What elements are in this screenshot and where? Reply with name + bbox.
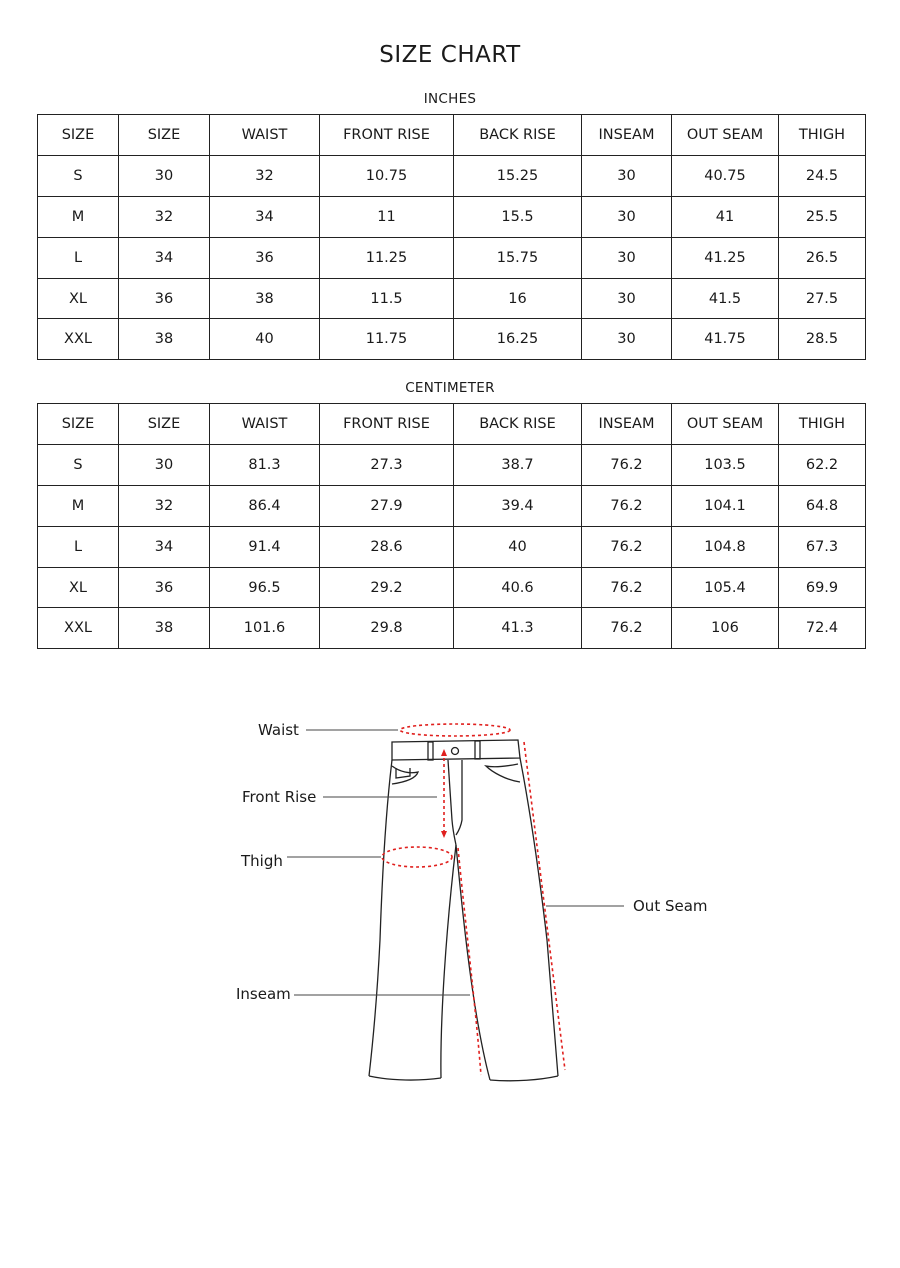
centimeter-table-cell: 64.8: [779, 485, 866, 526]
inches-table-cell: 38: [210, 278, 320, 319]
inches-table-cell: XXL: [38, 319, 119, 360]
inches-table-cell: 40.75: [672, 155, 779, 196]
centimeter-table-cell: 29.2: [320, 567, 454, 608]
centimeter-table-cell: 39.4: [454, 485, 582, 526]
centimeter-table-cell: 28.6: [320, 526, 454, 567]
centimeter-table-cell: L: [38, 526, 119, 567]
centimeter-table-row: [38, 608, 866, 649]
centimeter-label: CENTIMETER: [405, 380, 495, 396]
centimeter-table-cell: 104.8: [672, 526, 779, 567]
inches-table-cell: 41.25: [672, 237, 779, 278]
inseam-label: Inseam: [236, 985, 291, 1003]
label-leaders: [287, 730, 624, 995]
inches-table-cell: 41.5: [672, 278, 779, 319]
inches-header-cell: SIZE: [38, 115, 119, 156]
inches-table-cell: 30: [582, 237, 672, 278]
inches-label: INCHES: [423, 91, 477, 107]
inches-table-cell: 30: [582, 319, 672, 360]
centimeter-table-cell: 76.2: [582, 567, 672, 608]
inches-header-cell: BACK RISE: [454, 115, 582, 156]
inches-table-cell: 30: [119, 155, 210, 196]
centimeter-table-row: [38, 526, 866, 567]
inches-table-cell: 16: [454, 278, 582, 319]
inches-table-cell: 26.5: [779, 237, 866, 278]
centimeter-header-cell: INSEAM: [582, 404, 672, 445]
centimeter-table-cell: 104.1: [672, 485, 779, 526]
inches-table-cell: 28.5: [779, 319, 866, 360]
inches-header-row: [38, 115, 866, 156]
inches-table-cell: L: [38, 237, 119, 278]
pants-diagram: [0, 700, 900, 1120]
centimeter-header-row: [38, 404, 866, 445]
inches-table-cell: 38: [119, 319, 210, 360]
centimeter-table-cell: 72.4: [779, 608, 866, 649]
centimeter-table-cell: 69.9: [779, 567, 866, 608]
centimeter-table-row: [38, 485, 866, 526]
centimeter-table-cell: 106: [672, 608, 779, 649]
inches-table-cell: 15.5: [454, 196, 582, 237]
centimeter-table-cell: 76.2: [582, 485, 672, 526]
inches-table-cell: 16.25: [454, 319, 582, 360]
centimeter-header-cell: OUT SEAM: [672, 404, 779, 445]
inches-table-cell: 41.75: [672, 319, 779, 360]
centimeter-table-cell: 34: [119, 526, 210, 567]
centimeter-table-cell: 41.3: [454, 608, 582, 649]
inches-table-row: [38, 278, 866, 319]
inches-table-cell: 30: [582, 155, 672, 196]
centimeter-table-cell: 30: [119, 444, 210, 485]
centimeter-table-cell: 40: [454, 526, 582, 567]
centimeter-table-cell: 103.5: [672, 444, 779, 485]
out-seam-label: Out Seam: [633, 897, 708, 915]
inches-table-cell: 15.25: [454, 155, 582, 196]
inches-table-cell: 24.5: [779, 155, 866, 196]
inches-table-cell: S: [38, 155, 119, 196]
inches-header-cell: WAIST: [210, 115, 320, 156]
centimeter-table-cell: XL: [38, 567, 119, 608]
inches-table-cell: 11.5: [320, 278, 454, 319]
centimeter-table-cell: 81.3: [210, 444, 320, 485]
centimeter-table-cell: 76.2: [582, 526, 672, 567]
inches-table-cell: 30: [582, 278, 672, 319]
centimeter-table-cell: S: [38, 444, 119, 485]
centimeter-table-cell: 32: [119, 485, 210, 526]
inches-table-cell: 32: [210, 155, 320, 196]
inches-table-cell: 11.25: [320, 237, 454, 278]
waist-label: Waist: [258, 721, 299, 739]
centimeter-header-cell: THIGH: [779, 404, 866, 445]
inches-table-cell: 11: [320, 196, 454, 237]
inches-table-cell: XL: [38, 278, 119, 319]
centimeter-table-cell: 29.8: [320, 608, 454, 649]
centimeter-header-cell: SIZE: [38, 404, 119, 445]
centimeter-table-cell: 101.6: [210, 608, 320, 649]
inches-table-cell: 36: [210, 237, 320, 278]
inches-table-cell: 32: [119, 196, 210, 237]
inches-table-cell: 36: [119, 278, 210, 319]
centimeter-table-row: [38, 567, 866, 608]
inches-header-cell: OUT SEAM: [672, 115, 779, 156]
inches-table-cell: 30: [582, 196, 672, 237]
centimeter-table-cell: 76.2: [582, 444, 672, 485]
centimeter-table-cell: 86.4: [210, 485, 320, 526]
inches-table-row: [38, 155, 866, 196]
centimeter-table-cell: 96.5: [210, 567, 320, 608]
inches-header-cell: THIGH: [779, 115, 866, 156]
inches-table-cell: 34: [210, 196, 320, 237]
centimeter-header-cell: BACK RISE: [454, 404, 582, 445]
front-rise-label: Front Rise: [242, 788, 317, 806]
centimeter-table-cell: 67.3: [779, 526, 866, 567]
inches-table-cell: 10.75: [320, 155, 454, 196]
inches-table-row: [38, 319, 866, 360]
inches-table-cell: M: [38, 196, 119, 237]
centimeter-table-cell: 27.3: [320, 444, 454, 485]
centimeter-header-cell: WAIST: [210, 404, 320, 445]
centimeter-table-cell: 40.6: [454, 567, 582, 608]
centimeter-header-cell: SIZE: [119, 404, 210, 445]
centimeter-table-row: [38, 444, 866, 485]
inches-table-cell: 27.5: [779, 278, 866, 319]
centimeter-table-cell: 91.4: [210, 526, 320, 567]
inches-header-cell: FRONT RISE: [320, 115, 454, 156]
inches-table: [37, 114, 866, 360]
centimeter-table-cell: 105.4: [672, 567, 779, 608]
inches-header-cell: INSEAM: [582, 115, 672, 156]
centimeter-table-cell: XXL: [38, 608, 119, 649]
centimeter-table-cell: 62.2: [779, 444, 866, 485]
centimeter-header-cell: FRONT RISE: [320, 404, 454, 445]
inches-table-row: [38, 196, 866, 237]
inches-table-cell: 40: [210, 319, 320, 360]
centimeter-table-cell: 36: [119, 567, 210, 608]
centimeter-table: [37, 403, 866, 649]
centimeter-table-cell: M: [38, 485, 119, 526]
page-title: SIZE CHART: [379, 42, 521, 68]
inches-table-cell: 25.5: [779, 196, 866, 237]
centimeter-table-cell: 38.7: [454, 444, 582, 485]
inches-table-cell: 15.75: [454, 237, 582, 278]
inches-table-cell: 41: [672, 196, 779, 237]
inches-header-cell: SIZE: [119, 115, 210, 156]
inches-table-cell: 34: [119, 237, 210, 278]
centimeter-table-cell: 38: [119, 608, 210, 649]
centimeter-table-cell: 76.2: [582, 608, 672, 649]
inches-table-row: [38, 237, 866, 278]
centimeter-table-cell: 27.9: [320, 485, 454, 526]
inches-table-cell: 11.75: [320, 319, 454, 360]
thigh-label: Thigh: [241, 852, 283, 870]
